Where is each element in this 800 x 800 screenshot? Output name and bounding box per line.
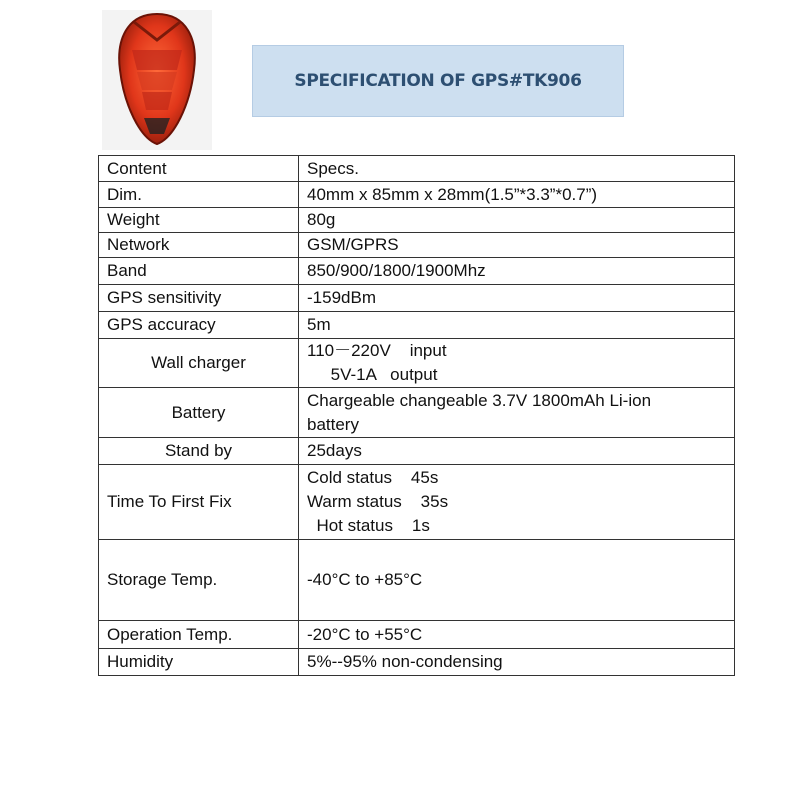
row-label: Band <box>99 258 299 285</box>
row-label: Operation Temp. <box>99 621 299 649</box>
row-label: Humidity <box>99 649 299 676</box>
row-value: -159dBm <box>299 285 735 312</box>
row-label: Time To First Fix <box>99 465 299 540</box>
table-row <box>99 465 735 540</box>
table-row <box>99 258 735 285</box>
table-row <box>99 285 735 312</box>
table-row <box>99 182 735 208</box>
row-label: Weight <box>99 208 299 233</box>
row-value: 5%--95% non-condensing <box>299 649 735 676</box>
row-label: Wall charger <box>99 339 299 388</box>
row-value: Specs. <box>299 156 735 182</box>
row-label: Content <box>99 156 299 182</box>
table-row <box>99 156 735 182</box>
row-value: GSM/GPRS <box>299 233 735 258</box>
table-row <box>99 540 735 621</box>
row-value: -40°C to +85°C <box>299 540 735 621</box>
banner-title: SPECIFICATION OF GPS#TK906 <box>294 71 582 91</box>
row-value: 5m <box>299 312 735 339</box>
row-value: Cold status 45s Warm status 35s Hot status 1s <box>299 465 735 540</box>
row-value: 850/900/1800/1900Mhz <box>299 258 735 285</box>
spec-table <box>98 155 735 676</box>
row-value: 25days <box>299 438 735 465</box>
table-row <box>99 649 735 676</box>
gps-tracker-image <box>102 10 212 150</box>
row-label: GPS accuracy <box>99 312 299 339</box>
row-label: Network <box>99 233 299 258</box>
row-label: Battery <box>99 388 299 438</box>
table-row <box>99 339 735 388</box>
row-value: 110－220V input 5V-1A output <box>299 339 735 388</box>
table-row <box>99 438 735 465</box>
table-row <box>99 312 735 339</box>
row-value: Chargeable changeable 3.7V 1800mAh Li-ion battery <box>299 388 735 438</box>
row-label: Storage Temp. <box>99 540 299 621</box>
row-value: 40mm x 85mm x 28mm(1.5”*3.3”*0.7”) <box>299 182 735 208</box>
table-row <box>99 621 735 649</box>
table-row <box>99 388 735 438</box>
row-label: Dim. <box>99 182 299 208</box>
table-row <box>99 233 735 258</box>
table-row <box>99 208 735 233</box>
product-photo <box>102 10 212 150</box>
title-banner <box>252 45 624 117</box>
row-value: 80g <box>299 208 735 233</box>
row-label: GPS sensitivity <box>99 285 299 312</box>
row-label: Stand by <box>99 438 299 465</box>
row-value: -20°C to +55°C <box>299 621 735 649</box>
